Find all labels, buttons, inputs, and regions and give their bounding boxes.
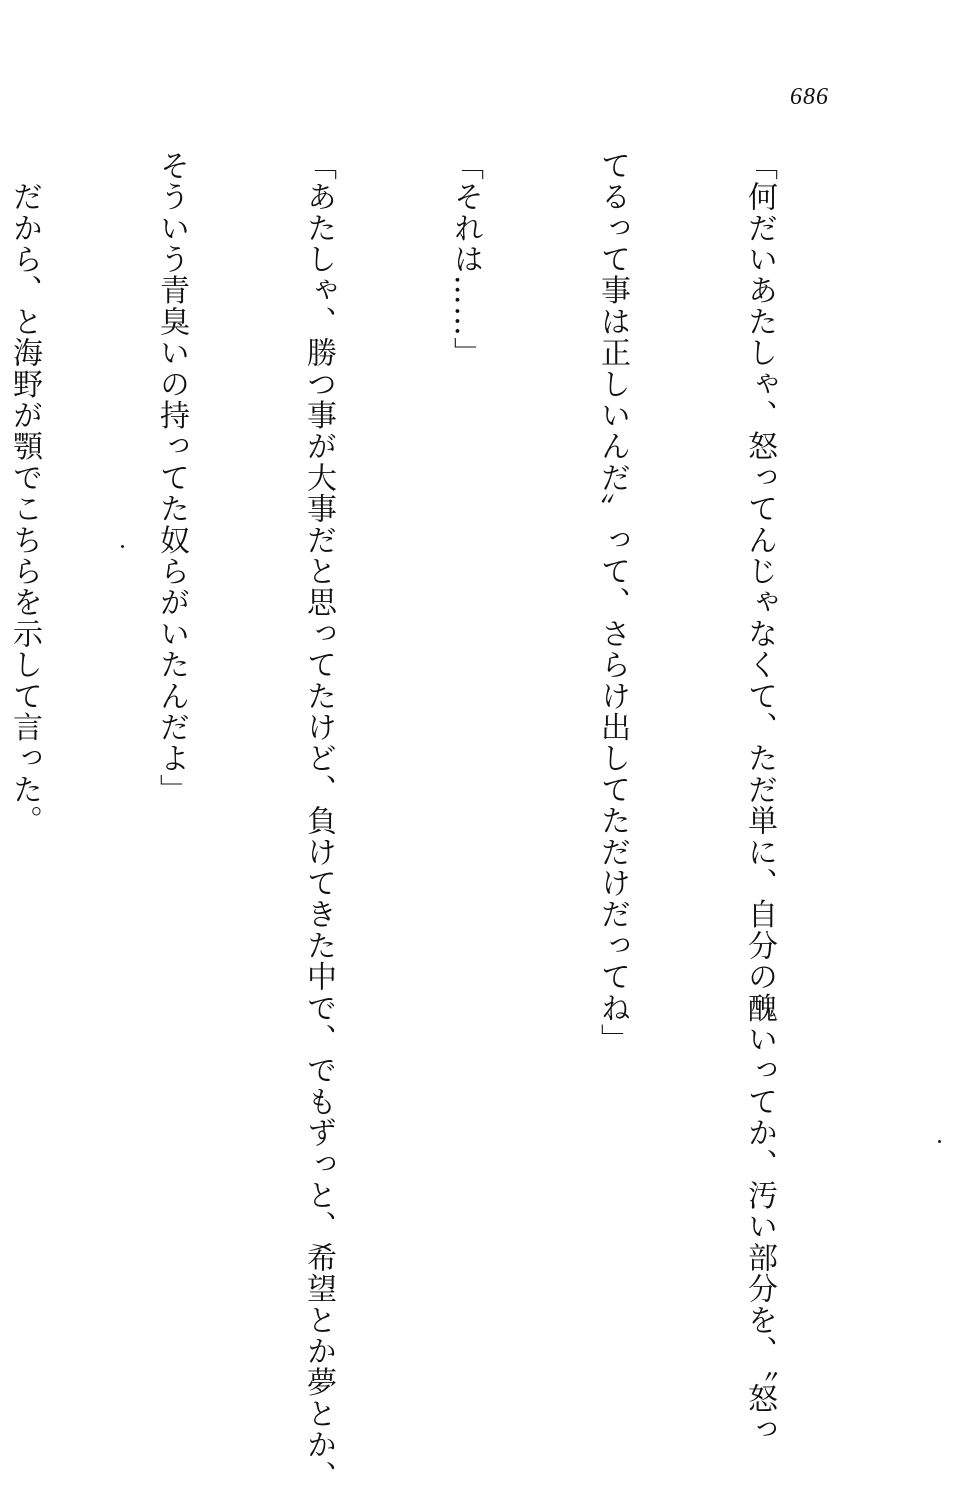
body-text [7, 150, 882, 1492]
text-line: てるって事は正しいんだ〟って、さらけ出してただけだってね」 [595, 150, 630, 1055]
page-number: 686 [790, 84, 829, 110]
text-line: だから、と海野が顎でこちらを示して言った。 [7, 150, 42, 837]
text-line: 「何だいあたしゃ、怒ってんじゃなくて、ただ単に、自分の醜いってか、汚い部分を、〝怒っ [742, 150, 777, 1446]
text-line: 「それは……」 [448, 150, 483, 369]
scan-speck [938, 1140, 941, 1143]
text-line: 「あたしゃ、勝つ事が大事だと思ってたけど、負けてきた中で、でもずっと、希望とか夢とか、 [301, 150, 336, 1492]
scan-speck [121, 545, 124, 548]
text-line: そういう青臭いの持ってた奴らがいたんだよ」 [154, 150, 189, 806]
